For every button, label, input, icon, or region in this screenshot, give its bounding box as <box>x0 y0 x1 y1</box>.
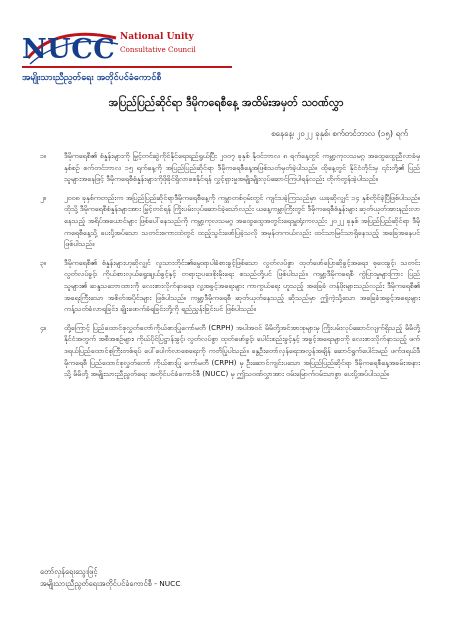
logo-english-line-1: National Unity <box>120 32 194 42</box>
document-body <box>40 150 420 387</box>
signature-line-1: တော်လှန်ရေးသွေးဖြင့် <box>40 567 98 576</box>
paragraph <box>40 322 420 380</box>
logo-divider <box>22 66 232 68</box>
paragraph-number: ၁။ <box>40 151 47 160</box>
logo-myanmar-name: အမျိုးသားညီညွတ်ရေး အတိုင်ပင်ခံကောင်စီ <box>22 73 162 83</box>
paragraph-text: ထို့ကြောင့် ပြည်ထောင်စုလွှတ်တော်ကိုယ်စားပြုကော်မတီ (CRPH) အပါအဝင် မိမိတို့အင်အားစုများမှ ကြိုးပမ်းလုပ်ဆောင်လျက်ရှိသည့် မိမိတို့နိုင်ငံအတွက် အစီအစဉ်များ၊ ကိုယ်ပိုင်ပြဋ္ဌာန်းခွင့်၊ လွတ်လပ်စွာ ထုတ်ဖော်ခွင့်၊ ပေါင်းစည်းခွင့်နှင့် အခွင့်အရေးများကို လေးစားလိုက်နာသည့် ဖက်ဒရယ်ပြည်ထောင်စုကြီးတစ်ရပ် ပေါ်ပေါက်လာစေရေးကို ကတိပြုပါသည်။ နွေဦးတော်လှန်ရေးအလွန်အချိန် ဆောင်ရွက်ပေါင်းမည် ဖက်ဒရယ်ဒီမိုကရေစီ ပြည်ထောင်စုလွှတ်တော် ကိုယ်စားပြု ကော်မတီ (CRPH) မှ ဦးဆောင်ကျင်းပသော အပြည်ပြည်ဆိုင်ရာ ဒီမိုကရေစီနေ့အခမ်းအနားသို့ မိမိတို့ အမျိုးသားညီညွတ်ရေး အတိုင်ပင်ခံကောင်စီ (NUCC) မှ ဤသဝဏ်လွှာအား ဝမ်းမြောက်ဝမ်းသာစွာ ပေးပို့အပ်ပါသည်။ <box>64 322 420 379</box>
signature-block <box>40 566 181 590</box>
paragraph-text: ဒီမိုကရေစီ၏ စံနှုန်းများကို မြှင့်တင်ဆွဲကိုင်နိုင်ရေးရည်ရွယ်ပြီး ၂၀၀၇ ခုနှစ် နိုဝင်ဘာလ ၈ ရက်နေ့တွင် ကမ္ဘာ့ကုလသမဂ္ဂ အထွေထွေညီလာခံမှ နှစ်စဉ် စက်တင်ဘာလ ၁၅ ရက်နေ့ကို အပြည်ပြည်ဆိုင်ရာ ဒီမိုကရေစီနေ့အဖြစ်သတ်မှတ်ခဲ့ပါသည်။ ထိုနေ့တွင် နိုင်ငံတိုင်းမှ ၎င်းတို့၏ ပြည်သူများအနေဖြင့် ဒီမိုကရေစီစံနှုန်းများကိုဖိုခိုင်ရှိလာစေနိုင်ရန် လွှင့်ရှားမှုအမျိုးမျိုးလုပ်ဆောင်ကြပါရန်လည်း တိုက်တွန်းခဲ့ပါသည်။ <box>64 151 420 184</box>
paragraph-number: ၂။ <box>40 192 46 202</box>
logo-acronym: NUCC <box>22 34 116 65</box>
nucc-logo <box>22 20 232 90</box>
signature-line-2: အမျိုးသားညီညွတ်ရေးအတိုင်ပင်ခံကောင်စီ - NUCC <box>40 579 181 588</box>
paragraph-number: ၃။ <box>40 257 47 267</box>
document-date: စနေနေ့၊ ၂၀၂၂ ခုနှစ်၊ စက်တင်ဘာလ (၁၅) ရက် <box>271 129 408 138</box>
paragraph <box>40 257 420 315</box>
document-title: အပြည်ပြည်ဆိုင်ရာ ဒီမိုကရေစီနေ့ အထိမ်းအမှတ် သဝဏ်လွှာ <box>108 96 344 109</box>
paragraph-number: ၄။ <box>40 322 47 332</box>
paragraph <box>40 192 420 250</box>
paragraph <box>40 150 420 185</box>
logo-english-line-2: Consultative Council <box>120 45 196 54</box>
paragraph-text: ဒီမိုကရေစီ၏ စံနှုန်းများဟုဆိုလျှင် လူသားတိုင်း၏မွေးရာပါခံစားခွင့်ဖြစ်သော လွတ်လပ်စွာ ထုတ်ဖော်ပြောဆိုခွင့်အရေး၊ စုဝေးခွင့်၊ သတင်းလွတ်လပ်ခွင့်၊ ကိုယ်စားလှယ်ရွေးချယ်ခွင့်နှင့် တရားဥပဒေစိုးမိုးရေး စသည်တို့ပင် ဖြစ်ပါသည်။ ကမ္ဘာ့ဒီမိုကရေစီ ကွဲပြားမှုများကြား ပြည်သူများ၏ ဆန္ဒသဘောထားကို လေးစားလိုက်နာရေး၊ လူ့အခွင့်အရေးများ ကာကွယ်ရေး ဟူသည့် အခြေခံ တန်ဖိုးများသည်လည်း ဒီမိုကရေစီ၏ အရေးကြီးသော အစိတ်အပိုင်းများ ဖြစ်ပါသည်။ ကမ္ဘာ့ဒီမိုကရေစီ ဆုတ်ယုတ်နေသည့် ဆိုသည်မှာ ဤကဲ့သို့သော အခြေခံအခွင့်အရေးများ ကန့်သတ်ခံလာရခြင်း၊ ချိုးဖောက်ခံရခြင်းတို့ကို ရည်ညွှန်းခြင်းပင် ဖြစ်ပါသည်။ <box>64 257 420 314</box>
paragraph-text: ၂၀၀၈ ခုနှစ်ကတည်းက အပြည်ပြည်ဆိုင်ရာဒီမိုကရေစီနေ့ကို ကမ္ဘာတစ်ဝှမ်းတွင် ကျင်းပခဲ့ကြသည်မှာ ယခုဆိုလျှင် ၁၄ နှစ်တိုင်ခဲ့ပြီဖြစ်ပါသည်။ ထိုသို့ ဒီမိုကရေစီစံနှုန်းများအား မြှင့်တင်ရန် ကြိုးပမ်းလုပ်ဆောင်ခဲ့သော်လည်း ယနေ့ကမ္ဘာကြီးတွင် ဒီမိုကရေစီစံနှုန်းများ ဆုတ်ယုတ်အားနည်းလာနေသည့် အရိပ်အယောင်များ ဖြစ်ပေါ်နေသည်ကို ကမ္ဘာ့ကုလသမဂ္ဂ အထွေထွေအတွင်းရေးမှူးရုံးကလည်း ၂၀၂၂ ခုနှစ် အပြည်ပြည်ဆိုင်ရာ ဒီမိုကရေစီနေ့သို့ ပေးပို့အပ်သော သတင်းစကားထဲတွင် ထည့်သွင်းဖော်ပြခဲ့သလို အမှန်တကယ်လည်း ထင်သာမြင်သာရှိနေသည့် အခြေအနေပင် ဖြစ်ပါသည်။ <box>64 192 420 249</box>
